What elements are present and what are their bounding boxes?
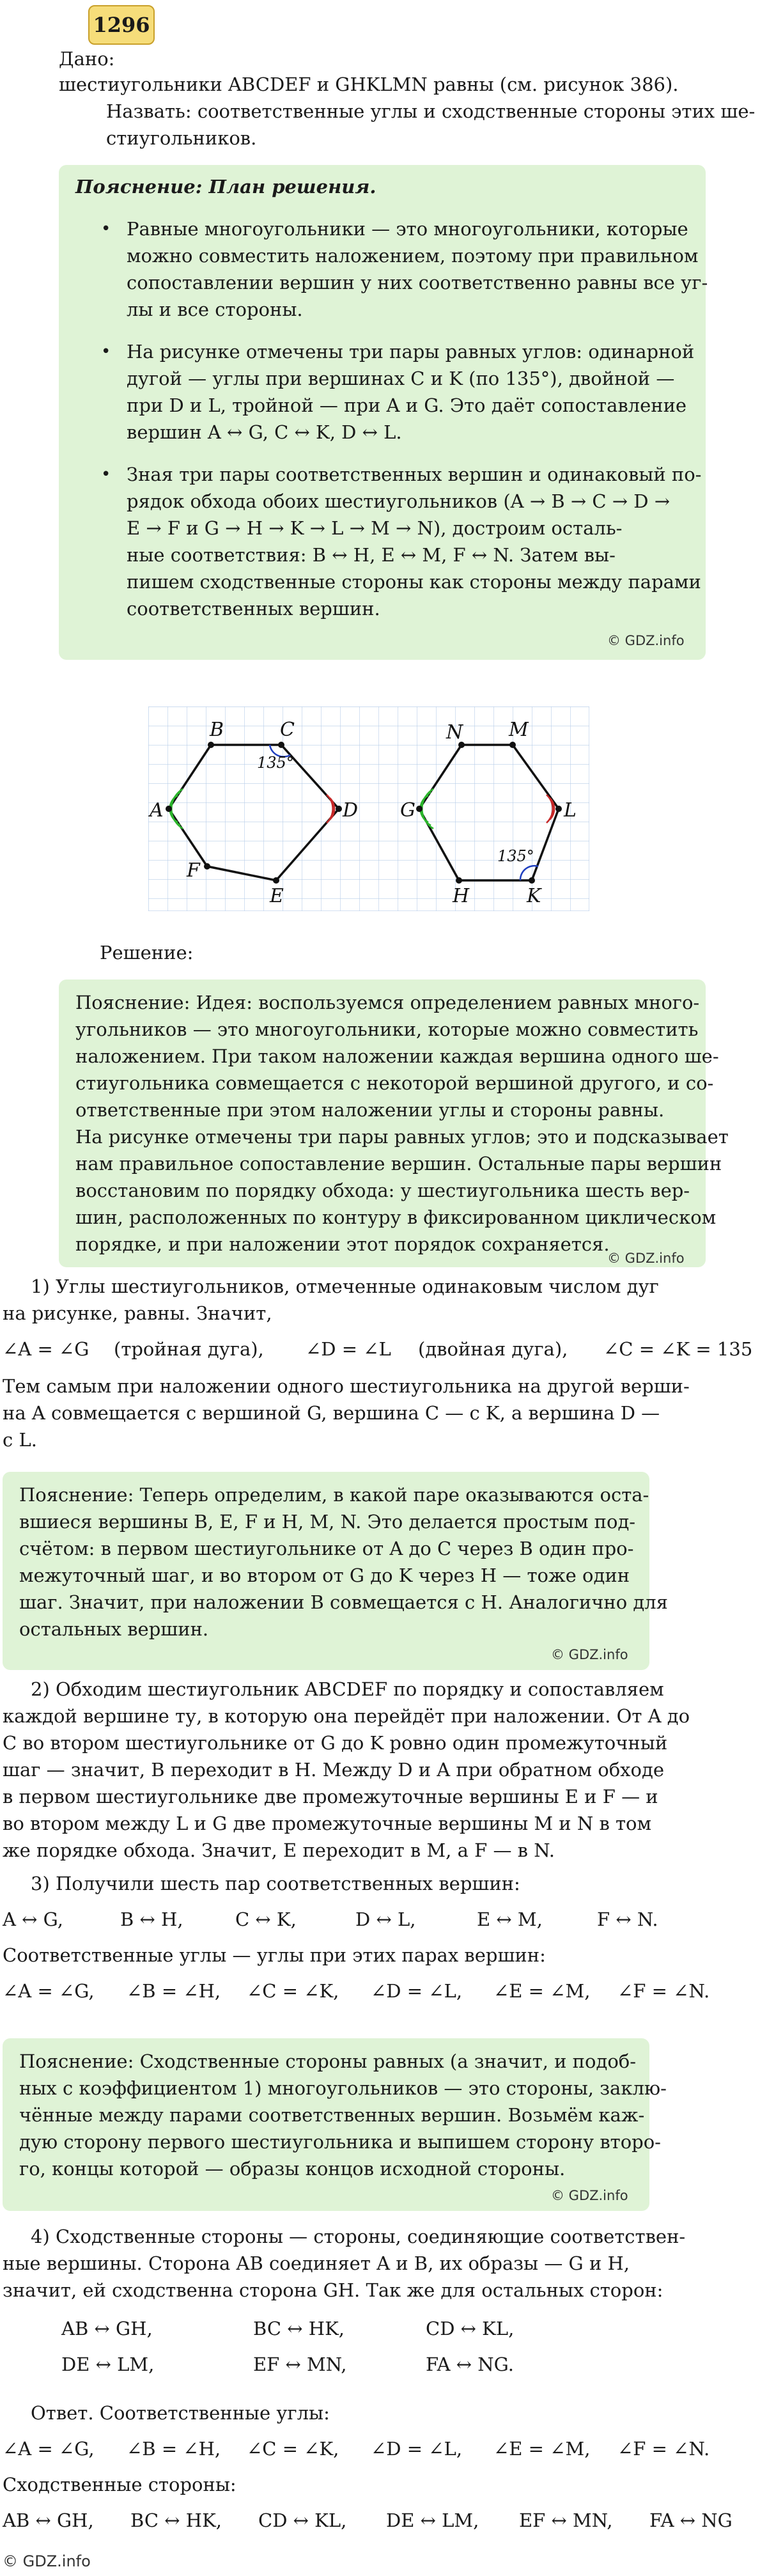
vertex-label-l: L (564, 799, 577, 822)
note-title: Пояснение: План решения. (75, 176, 376, 198)
answer-angle: ∠C = ∠K, (247, 2438, 339, 2460)
note-line: пишем сходственные стороны как стороны между парами (127, 571, 701, 593)
note-line: Пояснение: Сходственные стороны равных (а значит, и подоб- (19, 2050, 637, 2072)
gdz-credit: © GDZ.info (607, 633, 685, 648)
note-line: шин, расположенных по контуру в фиксированном циклическом (75, 1206, 717, 1228)
vertex-label-d: D (343, 799, 359, 822)
given-line: стиугольников. (106, 127, 257, 149)
note-line: го, концы которой — образы концов исходной стороны. (19, 2158, 566, 2180)
vertex-pair: B ↔ H, (120, 1909, 183, 1930)
answer-side: BC ↔ HK, (130, 2510, 222, 2531)
step1-line: 1) Углы шестиугольников, отмеченные одинаковым числом дуг (31, 1276, 659, 1297)
note-line: вшиеся вершины B, E, F и H, M, N. Это делается простым под- (19, 1511, 636, 1533)
note-line: стиугольника совмещается с некоторой вершиной другого, и со- (75, 1072, 714, 1094)
note-line: На рисунке отмечены три пары равных углов: одинарной (127, 341, 695, 363)
note-line: дую сторону первого шестиугольника и выпишем сторону второ- (19, 2131, 661, 2153)
answer-side: EF ↔ MN, (519, 2510, 613, 2531)
step2-line: каждой вершине ту, в которую она перейдёт при наложении. От A до (3, 1705, 690, 1727)
answer-side: FA ↔ NG (649, 2510, 733, 2531)
vertex-label-m: M (509, 719, 529, 741)
step1-after: на A совмещается с вершиной G, вершина C — с K, а вершина D — (3, 1402, 660, 1424)
equation: ∠D = ∠L (306, 1338, 391, 1360)
given-line: шестиугольники ABCDEF и GHKLMN равны (см. рисунок 386). (59, 74, 679, 95)
note-line: угольников — это многоугольники, которые можно совместить (75, 1019, 699, 1040)
given-label: Дано: (59, 48, 115, 70)
step3-title: 3) Получили шесть пар соответственных вершин: (31, 1873, 520, 1894)
note-line: порядке, и при наложении этот порядок сохраняется. (75, 1233, 610, 1255)
note-line: остальных вершин. (19, 1618, 209, 1640)
note-line: ных с коэффициентом 1) многоугольников — это стороны, заклю- (19, 2077, 667, 2099)
note-line: Зная три пары соответственных вершин и одинаковый по- (127, 464, 702, 485)
note-line: рядок обхода обоих шестиугольников (A → B → C → D → (127, 490, 671, 512)
equation: ∠A = ∠G (3, 1338, 89, 1360)
vertex-label-g: G (400, 799, 415, 822)
angle-equality: ∠C = ∠K, (247, 1980, 339, 2002)
answer-angle: ∠F = ∠N. (617, 2438, 710, 2460)
note-line: вершин A ↔ G, C ↔ K, D ↔ L. (127, 421, 402, 443)
step1-after: с L. (3, 1429, 37, 1451)
note-line: наложением. При таком наложении каждая вершина одного ше- (75, 1045, 719, 1067)
bullet-icon: • (101, 219, 111, 238)
vertex-pair: E ↔ M, (477, 1909, 543, 1930)
note-line: E → F и G → H → K → L → M → N), достроим осталь- (127, 517, 623, 539)
side-pair: AB ↔ GH, (61, 2318, 153, 2339)
note-line: Пояснение: Теперь определим, в какой паре оказываются оста- (19, 1484, 649, 1506)
answer-side: DE ↔ LM, (386, 2510, 479, 2531)
note-line: ные соответствия: B ↔ H, E ↔ M, F ↔ N. Затем вы- (127, 544, 616, 566)
answer-angle: ∠A = ∠G, (3, 2438, 95, 2460)
vertex-pair: F ↔ N. (597, 1909, 658, 1930)
bullet-icon: • (101, 465, 111, 484)
note-line: На рисунке отмечены три пары равных углов; это и подсказывает (75, 1126, 729, 1148)
hexagons-figure (148, 706, 589, 911)
gdz-credit: © GDZ.info (607, 1251, 685, 1266)
note-line: при D и L, тройной — при A и G. Это даёт сопоставление (127, 394, 687, 416)
answer-side: AB ↔ GH, (3, 2510, 94, 2531)
vertex-label-c: C (280, 719, 295, 741)
equation-note: (тройная дуга), (114, 1338, 264, 1360)
gdz-credit: © GDZ.info (551, 2188, 628, 2203)
side-pair: CD ↔ KL, (426, 2318, 515, 2339)
vertex-pair: C ↔ K, (235, 1909, 297, 1930)
vertex-label-f: F (187, 859, 200, 882)
vertex-label-k: K (527, 885, 541, 907)
note-line: дугой — углы при вершинах C и K (по 135°), двойной — (127, 368, 675, 389)
answer-angle: ∠B = ∠H, (127, 2438, 221, 2460)
angle-equality: ∠D = ∠L, (371, 1980, 463, 2002)
answer-side: CD ↔ KL, (258, 2510, 347, 2531)
note-line: сопоставлении вершин у них соответственно равны все уг- (127, 272, 708, 293)
angle-equality: ∠F = ∠N. (617, 1980, 710, 2002)
note-line: нам правильное сопоставление вершин. Остальные пары вершин (75, 1153, 722, 1175)
vertex-label-a: A (150, 799, 164, 822)
vertex-label-n: N (446, 721, 463, 744)
step4-line: ные вершины. Сторона AB соединяет A и B, их образы — G и H, (3, 2252, 630, 2274)
given-line: Назвать: соответственные углы и сходственные стороны этих ше- (106, 100, 756, 122)
note-line: можно совместить наложением, поэтому при правильном (127, 245, 699, 267)
vertex-pair: A ↔ G, (3, 1909, 64, 1930)
step2-line: же порядке обхода. Значит, E переходит в M, а F — в N. (3, 1839, 555, 1861)
answer-title: Ответ. Соответственные углы: (31, 2402, 330, 2424)
angle-equality: ∠B = ∠H, (127, 1980, 221, 2002)
vertex-pair: D ↔ L, (355, 1909, 416, 1930)
note-line: шаг. Значит, при наложении B совмещается с H. Аналогично для (19, 1591, 668, 1613)
answer-sides-title: Сходственные стороны: (3, 2474, 237, 2495)
note-line: Равные многоугольники — это многоугольники, которые (127, 218, 688, 240)
bullet-icon: • (101, 342, 111, 361)
angle-equality: ∠E = ∠M, (493, 1980, 591, 2002)
step1-line: на рисунке, равны. Значит, (3, 1302, 272, 1324)
equation: ∠C = ∠K = 135 (603, 1338, 753, 1360)
angle-equality: ∠A = ∠G, (3, 1980, 95, 2002)
vertex-label-h: H (453, 885, 470, 907)
note-line: ответственные при этом наложении углы и стороны равны. (75, 1099, 665, 1121)
angle-label-c: 135° (257, 754, 294, 772)
step2-line: шаг — значит, B переходит в H. Между D и A при обратном обходе (3, 1759, 664, 1781)
vertex-label-e: E (270, 885, 284, 907)
solution-label: Решение: (100, 942, 194, 964)
side-pair: DE ↔ LM, (61, 2354, 155, 2375)
step4-line: 4) Сходственные стороны — стороны, соединяющие соответствен- (31, 2226, 686, 2247)
step2-line: C во втором шестиугольнике от G до K ровно один промежуточный (3, 1732, 668, 1754)
problem-number-badge: 1296 (88, 5, 155, 45)
answer-angle: ∠E = ∠M, (493, 2438, 591, 2460)
step2-line: во втором между L и G две промежуточные вершины M и N в том (3, 1813, 652, 1834)
note-line: восстановим по порядку обхода: у шестиугольника шесть вер- (75, 1180, 690, 1201)
side-pair: EF ↔ MN, (253, 2354, 347, 2375)
note-line: межуточный шаг, и во втором от G до K через H — тоже один (19, 1565, 630, 1586)
note-line: Пояснение: Идея: воспользуемся определением равных много- (75, 992, 700, 1013)
vertex-label-b: B (210, 719, 224, 741)
equation-note: (двойная дуга), (418, 1338, 568, 1360)
step4-line: значит, ей сходственна сторона GH. Так же для остальных сторон: (3, 2279, 663, 2301)
gdz-credit: © GDZ.info (551, 1647, 628, 1662)
note-line: счётом: в первом шестиугольнике от A до C через B один про- (19, 1538, 634, 1559)
side-pair: BC ↔ HK, (253, 2318, 345, 2339)
step1-after: Тем самым при наложении одного шестиугольника на другой верши- (3, 1375, 690, 1397)
footer-credit: © GDZ.info (3, 2552, 91, 2570)
step2-line: 2) Обходим шестиугольник ABCDEF по порядку и сопоставляем (31, 1678, 664, 1700)
angles-title: Соответственные углы — углы при этих парах вершин: (3, 1944, 546, 1966)
note-line: соответственных вершин. (127, 598, 380, 620)
side-pair: FA ↔ NG. (426, 2354, 515, 2375)
note-line: чённые между парами соответственных вершин. Возьмём каж- (19, 2104, 645, 2126)
step2-line: в первом шестиугольнике две промежуточные вершины E и F — и (3, 1786, 658, 1807)
angle-label-k: 135° (497, 847, 534, 865)
note-line: лы и все стороны. (127, 299, 303, 320)
answer-angle: ∠D = ∠L, (371, 2438, 463, 2460)
